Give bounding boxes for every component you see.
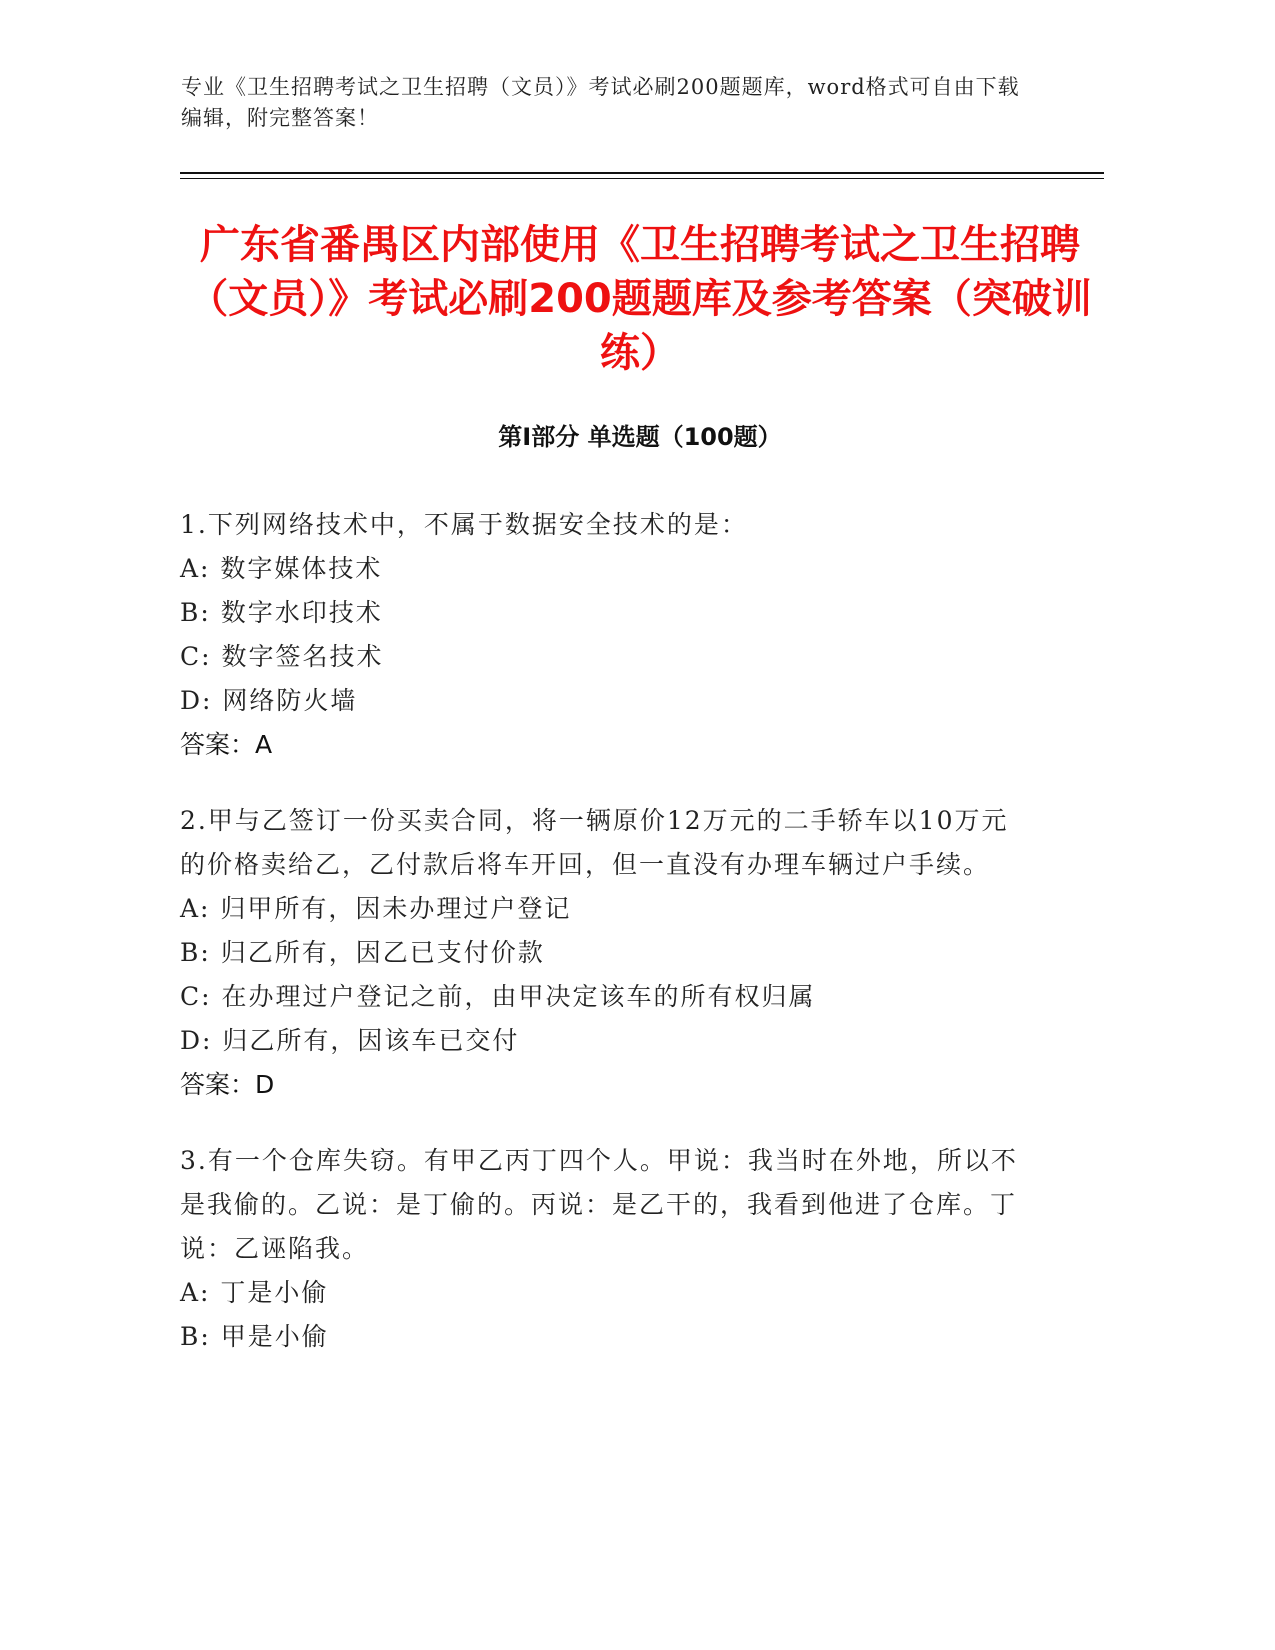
option-c: C: 在办理过户登记之前，由甲决定该车的所有权归属	[180, 982, 816, 1011]
question-2	[180, 799, 1030, 1107]
option-b: B: 数字水印技术	[180, 598, 383, 627]
question-list	[180, 503, 1030, 1391]
option-a: A: 丁是小偷	[180, 1278, 329, 1307]
option-a: A: 归甲所有，因未办理过户登记	[180, 894, 572, 923]
question-stem: 1.下列网络技术中，不属于数据安全技术的是：	[180, 510, 748, 539]
document-title: 广东省番禺区内部使用《卫生招聘考试之卫生招聘（文员）》考试必刷200题题库及参考答案（突破训练）	[188, 222, 1092, 376]
header-note: 专业《卫生招聘考试之卫生招聘（文员）》考试必刷200题题库，word格式可自由下载编辑，附完整答案！	[181, 75, 1020, 130]
question-1	[180, 503, 1030, 767]
option-b: B: 甲是小偷	[180, 1322, 329, 1351]
question-3	[180, 1139, 1030, 1359]
option-b: B: 归乙所有，因乙已支付价款	[180, 938, 545, 967]
question-stem: 2.甲与乙签订一份买卖合同，将一辆原价12万元的二手轿车以10万元的价格卖给乙，乙付款后将车开回，但一直没有办理车辆过户手续。	[180, 806, 1009, 879]
header-rule-thick	[180, 172, 1104, 174]
option-d: D: 归乙所有，因该车已交付	[180, 1026, 520, 1055]
option-c: C: 数字签名技术	[180, 642, 384, 671]
header-rule-thin	[180, 178, 1104, 179]
answer: 答案：D	[180, 1070, 275, 1099]
option-d: D: 网络防火墙	[180, 686, 358, 715]
answer: 答案：A	[180, 730, 273, 759]
section-heading: 第Ⅰ部分 单选题（100题）	[498, 423, 782, 451]
option-a: A: 数字媒体技术	[180, 554, 383, 583]
question-stem: 3.有一个仓库失窃。有甲乙丙丁四个人。甲说：我当时在外地，所以不是我偷的。乙说：是丁偷的。丙说：是乙干的，我看到他进了仓库。丁说：乙诬陷我。	[180, 1146, 1018, 1263]
